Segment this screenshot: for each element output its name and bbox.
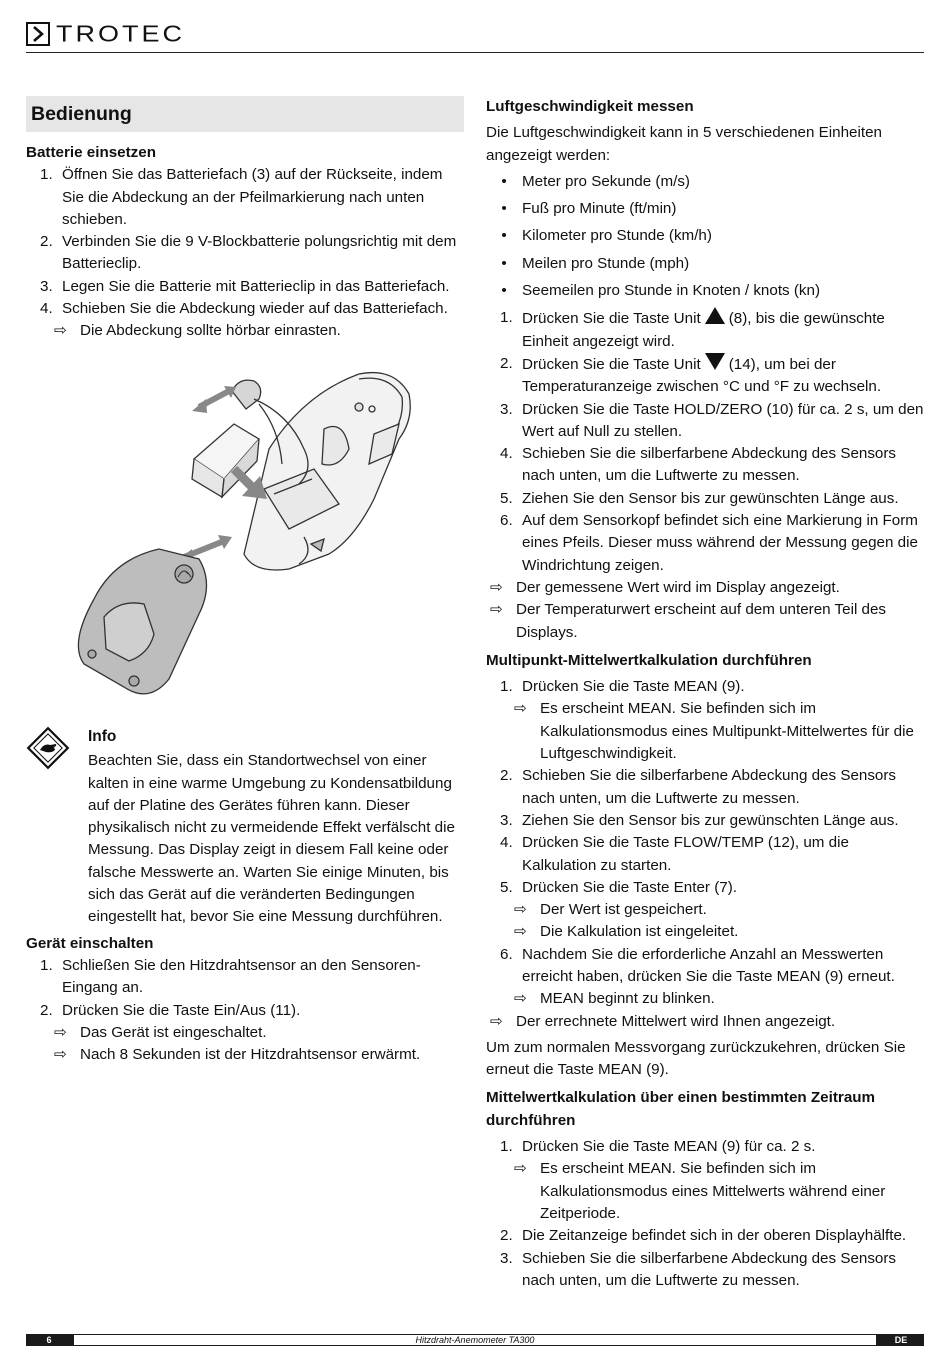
list-item: 2. Schieben Sie die silberfarbene Abdeckung des Sensors nach unten, um die Luftwerte zu messen. — [500, 767, 897, 807]
page-footer — [26, 1334, 924, 1346]
section-title: Bedienung — [26, 96, 464, 132]
result-arrow-icon: ⇨ — [514, 1160, 527, 1178]
result-arrow-icon: ⇨ — [54, 322, 67, 340]
info-text: Beachten Sie, dass ein Standortwechsel von einer kalten in eine warme Umgebung zu Kondensatbildung auf der Platine des Gerätes führen kann. Dieser physikalisch nicht zu vermeidende Effekt verfälscht die Messung. Das Display zeigt in diesem Fall keine oder falsche Messwerte an. Warten Sie einige Minuten, bis sich das Gerät auf die veränderten Bedingungen eingestellt hat, bevor Sie eine Messung durchführen. — [88, 752, 455, 926]
result-arrow-icon: ⇨ — [54, 1046, 67, 1064]
result-item: ⇨ Nach 8 Sekunden ist der Hitzdrahtsensor erwärmt. — [26, 1044, 464, 1066]
result-item: ⇨ Der errechnete Mittelwert wird Ihnen angezeigt. — [486, 1011, 926, 1033]
list-item: 3. Legen Sie die Batterie mit Batterieclip in das Batteriefach. — [40, 277, 450, 295]
left-column — [26, 96, 464, 1066]
multipoint-steps — [486, 676, 926, 1010]
battery-steps — [26, 164, 464, 320]
info-title: Info — [88, 727, 117, 745]
period-heading: Mittelwertkalkulation über einen bestimmten Zeitraum durchführen — [486, 1089, 876, 1129]
unit-list — [486, 171, 926, 302]
result-arrow-icon: ⇨ — [514, 700, 527, 718]
result-item: ⇨ Der Wert ist gespeichert. — [486, 899, 926, 921]
page-number: 6 — [46, 1335, 52, 1345]
list-item: 4. Drücken Sie die Taste FLOW/TEMP (12), um die Kalkulation zu starten. — [500, 834, 849, 874]
result-arrow-icon: ⇨ — [54, 1023, 67, 1041]
result-arrow-icon: ⇨ — [514, 901, 527, 919]
list-item: 1. Schließen Sie den Hitzdrahtsensor an den Sensoren-Eingang an. — [40, 956, 421, 997]
period-steps — [486, 1136, 926, 1292]
info-hand-icon — [26, 726, 88, 929]
result-item: ⇨ Der gemessene Wert wird im Display angezeigt. — [486, 577, 926, 599]
list-item: 5. Ziehen Sie den Sensor bis zur gewünschten Länge aus. — [500, 489, 899, 507]
list-item: • Meilen pro Stunde (mph) — [501, 254, 690, 272]
list-item: 6. Auf dem Sensorkopf befindet sich eine Markierung in Form eines Pfeils. Dieser muss während der Messung gegen die Windrichtung zeigen. — [500, 512, 918, 574]
list-item: 2. Die Zeitanzeige befindet sich in der oberen Displayhälfte. — [500, 1227, 907, 1245]
result-item: ⇨ Es erscheint MEAN. Sie befinden sich im Kalkulationsmodus eines Multipunkt-Mittelwertes für die Luftgeschwindigkeit. — [486, 698, 926, 765]
list-item: 5. Drücken Sie die Taste Enter (7). — [500, 878, 737, 896]
result-item: ⇨ Der Temperaturwert erscheint auf dem unteren Teil des Displays. — [486, 599, 926, 644]
list-item: 2. Drücken Sie die Taste Unit (14), um bei der Temperaturanzeige zwischen °C und °F zu wechseln. — [500, 354, 882, 396]
list-item: 4. Schieben Sie die Abdeckung wieder auf das Batteriefach. — [40, 300, 448, 318]
brand-name: TROTEC — [56, 20, 185, 47]
device-illustration — [74, 369, 454, 699]
list-item: 3. Schieben Sie die silberfarbene Abdeckung des Sensors nach unten, um die Luftwerte zu messen. — [500, 1249, 897, 1289]
result-arrow-icon: ⇨ — [490, 601, 503, 619]
list-item: 1. Drücken Sie die Taste MEAN (9). — [500, 678, 745, 696]
arrow-down-icon — [705, 353, 725, 370]
list-item: 1. Drücken Sie die Taste MEAN (9) für ca. 2 s. — [500, 1138, 816, 1156]
info-box — [26, 726, 464, 929]
list-item: • Kilometer pro Stunde (km/h) — [501, 227, 712, 245]
result-arrow-icon: ⇨ — [514, 923, 527, 941]
multipoint-heading: Multipunkt-Mittelwertkalkulation durchführen — [486, 651, 812, 669]
result-arrow-icon: ⇨ — [490, 578, 503, 596]
arrow-up-icon — [705, 307, 725, 324]
battery-heading: Batterie einsetzen — [26, 144, 156, 161]
list-item: 3. Drücken Sie die Taste HOLD/ZERO (10) für ca. 2 s, um den Wert auf Null zu stellen. — [500, 400, 924, 440]
language-code: DE — [894, 1335, 908, 1345]
list-item: • Seemeilen pro Stunde in Knoten / knots (kn) — [501, 282, 821, 300]
list-item: 4. Schieben Sie die silberfarbene Abdeckung des Sensors nach unten, um die Luftwerte zu messen. — [500, 445, 897, 485]
airspeed-steps — [486, 307, 926, 577]
power-on-steps — [26, 955, 464, 1022]
chevron-right-icon — [26, 22, 50, 46]
result-item: ⇨ Das Gerät ist eingeschaltet. — [26, 1022, 464, 1044]
right-column — [486, 96, 926, 1292]
multipoint-outro: Um zum normalen Messvorgang zurückzukehren, drücken Sie erneut die Taste MEAN (9). — [486, 1038, 906, 1079]
result-arrow-icon: ⇨ — [514, 990, 527, 1008]
list-item: 6. Nachdem Sie die erforderliche Anzahl an Messwerten erreicht haben, drücken Sie die Taste MEAN (9) erneut. — [500, 945, 895, 985]
result-item: ⇨ Die Kalkulation ist eingeleitet. — [486, 921, 926, 943]
list-item: 3. Ziehen Sie den Sensor bis zur gewünschten Länge aus. — [500, 811, 899, 829]
list-item: 2. Verbinden Sie die 9 V-Blockbatterie polungsrichtig mit dem Batterieclip. — [40, 233, 457, 273]
header-divider — [26, 52, 924, 53]
list-item: • Meter pro Sekunde (m/s) — [501, 172, 690, 190]
list-item: 2. Drücken Sie die Taste Ein/Aus (11). — [40, 1001, 301, 1019]
footer-title: Hitzdraht-Anemometer TA300 — [74, 1335, 876, 1345]
result-item: ⇨ MEAN beginnt zu blinken. — [486, 988, 926, 1010]
airspeed-heading: Luftgeschwindigkeit messen — [486, 98, 694, 115]
power-on-heading: Gerät einschalten — [26, 934, 154, 952]
result-item: ⇨ Es erscheint MEAN. Sie befinden sich im Kalkulationsmodus eines Mittelwerts während einer Zeitperiode. — [486, 1158, 926, 1225]
list-item: 1. Öffnen Sie das Batteriefach (3) auf der Rückseite, indem Sie die Abdeckung an der Pfeilmarkierung nach unten schieben. — [40, 166, 443, 228]
result-item: ⇨ Die Abdeckung sollte hörbar einrasten. — [26, 320, 464, 342]
list-item: • Fuß pro Minute (ft/min) — [501, 200, 677, 218]
brand-logo — [26, 18, 185, 50]
list-item: 1. Drücken Sie die Taste Unit (8), bis die gewünschte Einheit angezeigt wird. — [500, 309, 885, 350]
airspeed-intro: Die Luftgeschwindigkeit kann in 5 verschiedenen Einheiten angezeigt werden: — [486, 124, 882, 164]
result-arrow-icon: ⇨ — [490, 1012, 503, 1030]
